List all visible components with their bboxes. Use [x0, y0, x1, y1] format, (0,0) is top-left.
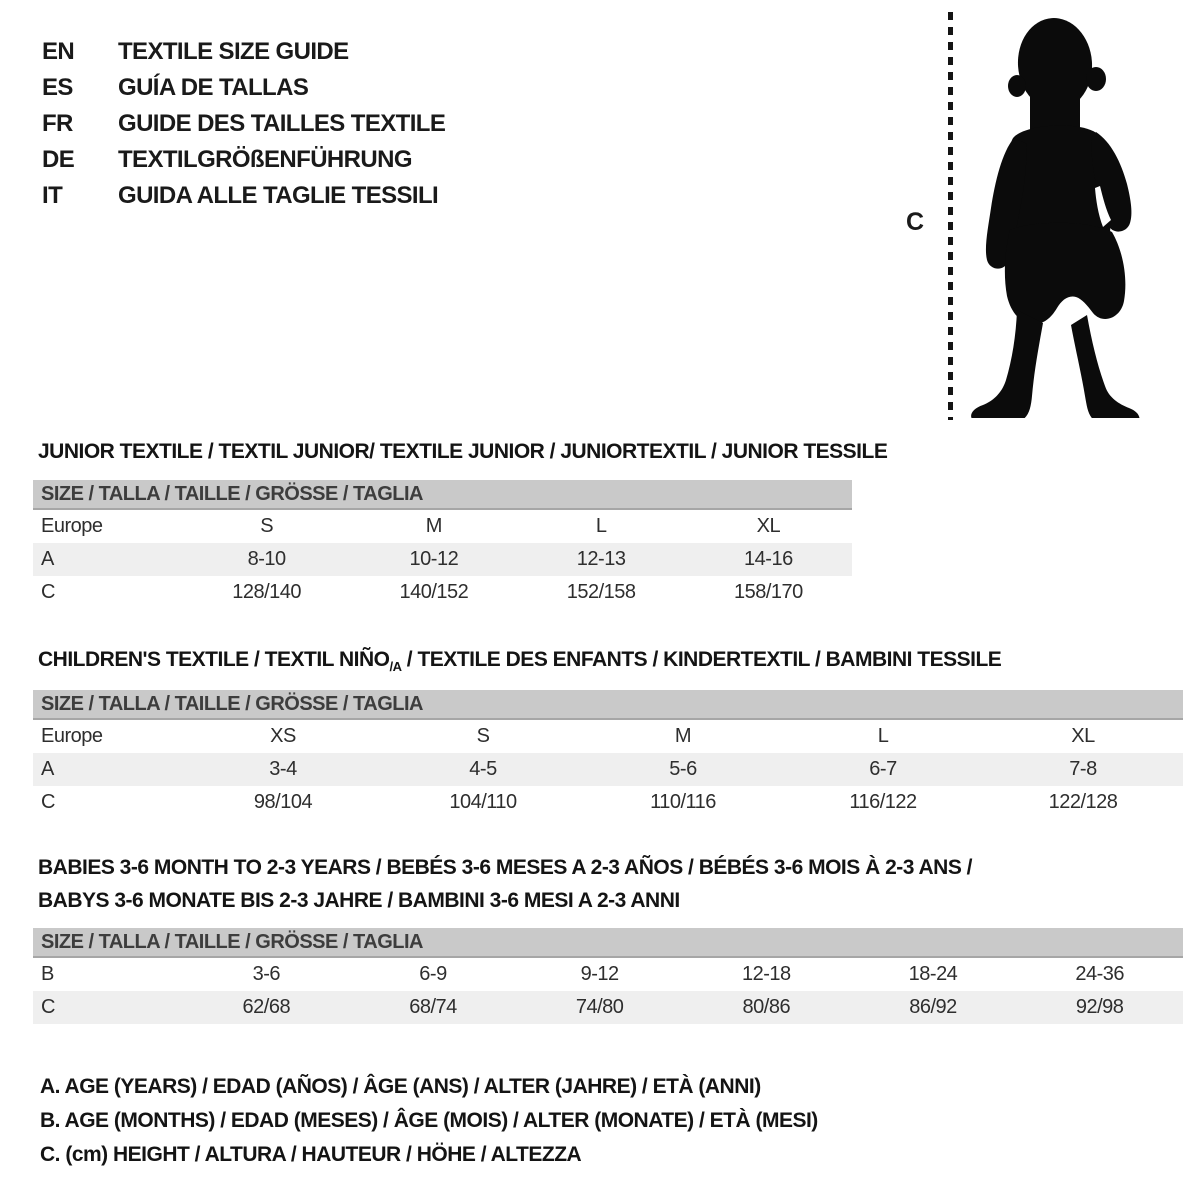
- size-value-cell: M: [425, 515, 442, 537]
- language-row: [42, 70, 445, 106]
- size-value-cell: L: [595, 515, 607, 537]
- section-title: [38, 435, 888, 468]
- size-value-cell: 68/74: [409, 996, 457, 1018]
- size-value-cell: 158/170: [733, 581, 803, 603]
- size-value-cell: 62/68: [242, 996, 291, 1018]
- footnote-line: A. AGE (YEARS) / EDAD (AÑOS) / ÂGE (ANS) / ALTER (JAHRE) / ETÀ (ANNI): [40, 1075, 761, 1098]
- size-value-cell: S: [260, 515, 274, 537]
- size-value-cell: XS: [270, 725, 296, 747]
- size-table-body: [33, 720, 1183, 819]
- footnotes: [40, 1070, 818, 1172]
- table-row: [33, 720, 1183, 753]
- row-label: C: [41, 996, 55, 1018]
- footnote-line: B. AGE (MONTHS) / EDAD (MESES) / ÂGE (MOIS) / ALTER (MONATE) / ETÀ (MESI): [40, 1109, 818, 1132]
- size-value-cell: 18-24: [908, 963, 958, 985]
- language-header: [42, 34, 445, 214]
- size-table: [33, 480, 852, 609]
- table-row: [33, 510, 852, 543]
- size-value-cell: 12-13: [576, 548, 626, 570]
- height-measure-label: C: [906, 208, 925, 236]
- size-value-cell: 122/128: [1048, 791, 1118, 813]
- row-label: A: [41, 758, 54, 780]
- section-childrens-textile: [33, 643, 1183, 813]
- language-row: [42, 178, 445, 214]
- guide-title: TEXTILE SIZE GUIDE: [118, 38, 349, 65]
- section-title-line: CHILDREN'S TEXTILE / TEXTIL $NIÑO_{/A}$ / TEXTILE DES ENFANTS / KINDERTEXTIL / BAMBINI TESSILE: [38, 648, 1002, 675]
- section-title-line: BABYS 3-6 MONATE BIS 2-3 JAHRE / BAMBINI 3-6 MESI A 2-3 ANNI: [38, 889, 680, 912]
- language-code: ES: [42, 74, 73, 101]
- size-value-cell: 10-12: [409, 548, 459, 570]
- size-value-cell: 3-6: [252, 963, 281, 985]
- size-value-cell: 86/92: [909, 996, 957, 1018]
- language-row: [42, 106, 445, 142]
- size-value-cell: XL: [1071, 725, 1095, 747]
- size-value-cell: L: [877, 725, 889, 747]
- size-value-cell: 152/158: [566, 581, 636, 603]
- language-row: [42, 142, 445, 178]
- size-value-cell: XL: [756, 515, 781, 537]
- language-code: DE: [42, 146, 75, 173]
- row-label: A: [41, 548, 54, 570]
- section-title: [38, 643, 1183, 683]
- guide-title: TEXTILGRÖßENFÜHRUNG: [118, 146, 412, 173]
- size-value-cell: 6-9: [419, 963, 447, 985]
- section-title-line: JUNIOR TEXTILE / TEXTIL JUNIOR/ TEXTILE JUNIOR / JUNIORTEXTIL / JUNIOR TESSILE: [38, 440, 888, 463]
- size-value-cell: 110/116: [650, 791, 716, 813]
- size-table-body: [33, 510, 852, 609]
- row-label: C: [41, 581, 55, 603]
- section-babies-textile: [33, 851, 1183, 1018]
- language-code: EN: [42, 38, 75, 65]
- size-value-cell: 116/122: [849, 791, 917, 813]
- size-table: [33, 928, 1183, 1024]
- row-label: B: [41, 963, 54, 985]
- size-table: [33, 690, 1183, 819]
- toddler-silhouette-icon: [960, 14, 1140, 418]
- size-value-cell: 3-4: [269, 758, 297, 780]
- height-measure-dashed-line: [948, 12, 953, 420]
- size-value-cell: 80/86: [742, 996, 791, 1018]
- size-value-cell: 9-12: [580, 963, 619, 985]
- language-code: FR: [42, 110, 73, 137]
- size-header-bar: SIZE / TALLA / TAILLE / GRÖSSE / TAGLIA: [33, 480, 852, 510]
- section-title-line: BABIES 3-6 MONTH TO 2-3 YEARS / BEBÉS 3-6 MESES A 2-3 AÑOS / BÉBÉS 3-6 MOIS À 2-3 ANS /: [38, 856, 973, 879]
- table-row: [33, 543, 852, 576]
- size-table-body: [33, 958, 1183, 1024]
- guide-title: GUÍA DE TALLAS: [118, 74, 309, 101]
- size-header-bar: SIZE / TALLA / TAILLE / GRÖSSE / TAGLIA: [33, 690, 1183, 720]
- table-row: [33, 753, 1183, 786]
- size-value-cell: 5-6: [669, 758, 697, 780]
- row-label: C: [41, 791, 55, 813]
- guide-title: GUIDE DES TAILLES TEXTILE: [118, 110, 446, 137]
- size-value-cell: 6-7: [869, 758, 897, 780]
- row-label: Europe: [41, 515, 103, 537]
- language-row: [42, 34, 445, 70]
- size-value-cell: 7-8: [1069, 758, 1097, 780]
- size-value-cell: M: [674, 725, 692, 747]
- size-value-cell: 140/152: [399, 581, 469, 603]
- size-value-cell: 14-16: [744, 548, 793, 570]
- size-value-cell: 24-36: [1075, 963, 1124, 985]
- table-row: [33, 958, 1183, 991]
- size-value-cell: S: [476, 725, 490, 747]
- size-header-bar: SIZE / TALLA / TAILLE / GRÖSSE / TAGLIA: [33, 928, 1183, 958]
- table-row: [33, 576, 852, 609]
- size-value-cell: 4-5: [469, 758, 497, 780]
- size-value-cell: 92/98: [1075, 996, 1124, 1018]
- guide-title: GUIDA ALLE TAGLIE TESSILI: [118, 182, 439, 209]
- section-title: [38, 851, 1183, 917]
- footnote-line: C. (cm) HEIGHT / ALTURA / HAUTEUR / HÖHE / ALTEZZA: [40, 1143, 582, 1166]
- table-row: [33, 786, 1183, 819]
- language-code: IT: [42, 182, 63, 209]
- size-value-cell: 8-10: [247, 548, 286, 570]
- size-value-cell: 128/140: [232, 581, 302, 603]
- size-value-cell: 74/80: [575, 996, 624, 1018]
- table-row: [33, 991, 1183, 1024]
- section-junior-textile: [33, 435, 888, 603]
- size-value-cell: 104/110: [449, 791, 517, 813]
- size-value-cell: 12-18: [742, 963, 791, 985]
- size-value-cell: 98/104: [253, 791, 313, 813]
- row-label: Europe: [41, 725, 103, 747]
